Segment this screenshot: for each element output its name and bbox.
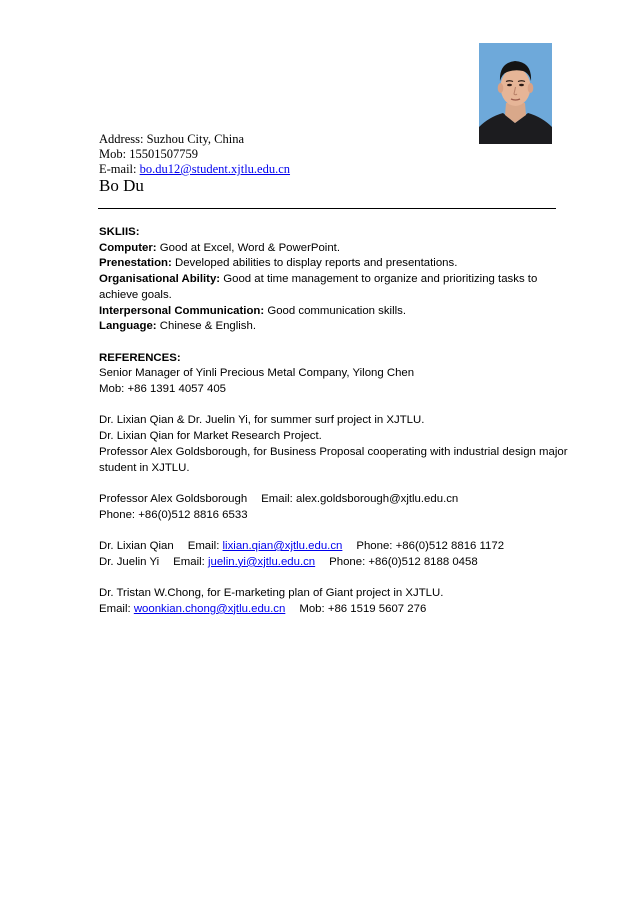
skill-organisational-continued: achieve goals.	[99, 288, 172, 301]
reference-chong-title: Dr. Tristan W.Chong, for E-marketing plan of Giant project in XJTLU.	[99, 587, 444, 600]
profile-photo	[479, 43, 552, 144]
reference-project-line: Dr. Lixian Qian for Market Research Project.	[99, 430, 322, 443]
skill-presentation-text: Developed abilities to display reports and presentations.	[171, 257, 458, 270]
mobile-text: Mob: 15501507759	[99, 147, 198, 161]
skill-organisational-label: Organisational Ability:	[99, 273, 221, 286]
skill-language-label: Language:	[99, 320, 157, 333]
reference-chong-email-link[interactable]: woonkian.chong@xjtlu.edu.cn	[133, 602, 286, 615]
spacer	[99, 398, 569, 414]
reference-chong-email-label: Email:	[99, 602, 134, 615]
skill-presentation	[99, 256, 569, 272]
skill-organisational	[99, 272, 569, 288]
reference-yi-email-link[interactable]: juelin.yi@xjtlu.edu.cn	[207, 555, 316, 568]
skill-computer-label: Computer:	[99, 241, 157, 254]
reference-yi-line	[99, 555, 569, 571]
reference-chong-contact	[99, 602, 569, 618]
skill-presentation-label: Prenestation:	[99, 257, 172, 270]
reference-qian-line	[99, 539, 569, 555]
email-link[interactable]: bo.du12@student.xjtlu.edu.cn	[139, 162, 291, 176]
skill-organisational-text: Good at time management to organize and prioritizing tasks to	[220, 273, 538, 286]
reference-alex-line	[99, 492, 569, 508]
reference-qian-phone: Phone: +86(0)512 8816 1172	[356, 540, 505, 552]
skill-interpersonal-label: Interpersonal Communication:	[99, 304, 265, 317]
skill-interpersonal	[99, 304, 569, 320]
reference-alex-phone: Phone: +86(0)512 8816 6533	[99, 508, 248, 521]
spacer	[99, 476, 569, 492]
skill-interpersonal-text: Good communication skills.	[264, 304, 406, 317]
skill-computer-text: Good at Excel, Word & PowerPoint.	[156, 241, 340, 254]
person-name: Bo Du	[99, 176, 144, 195]
skills-heading-text: SKLIIS:	[99, 226, 140, 238]
reference-yi-phone: Phone: +86(0)512 8188 0458	[329, 555, 478, 568]
reference-project-line: Professor Alex Goldsborough, for Business Proposal cooperating with industrial design major	[99, 445, 568, 458]
address-text: Address: Suzhou City, China	[99, 132, 245, 146]
spacer	[99, 335, 569, 351]
reference-qian-email-link[interactable]: lixian.qian@xjtlu.edu.cn	[222, 540, 343, 552]
resume-body	[99, 225, 569, 618]
reference-chen-mobile: Mob: +86 1391 4057 405	[99, 383, 226, 396]
reference-qian-email-label: Email:	[187, 540, 223, 552]
spacer	[99, 523, 569, 539]
reference-qian-name: Dr. Lixian Qian	[99, 540, 174, 552]
skills-heading	[99, 225, 569, 241]
reference-project-line: student in XJTLU.	[99, 461, 190, 474]
reference-chong-mobile: Mob: +86 1519 5607 276	[299, 602, 427, 615]
reference-chen-title: Senior Manager of Yinli Precious Metal Company, Yilong Chen	[99, 367, 415, 380]
contact-block	[99, 132, 290, 177]
header-divider	[98, 208, 556, 209]
reference-yi-email-label: Email:	[173, 555, 208, 568]
references-heading-text: REFERENCES:	[99, 351, 181, 364]
skill-language-text: Chinese & English.	[156, 320, 257, 333]
email-line	[99, 162, 290, 177]
references-heading	[99, 351, 569, 367]
reference-yi-name: Dr. Juelin Yi	[99, 555, 160, 568]
reference-project-line: Dr. Lixian Qian & Dr. Juelin Yi, for summer surf project in XJTLU.	[99, 414, 425, 427]
email-label: E-mail:	[99, 162, 140, 176]
skill-computer	[99, 241, 569, 257]
reference-alex-email: Email: alex.goldsborough@xjtlu.edu.cn	[261, 492, 459, 505]
spacer	[99, 570, 569, 586]
reference-alex-name: Professor Alex Goldsborough	[99, 492, 248, 505]
skill-language	[99, 319, 569, 335]
